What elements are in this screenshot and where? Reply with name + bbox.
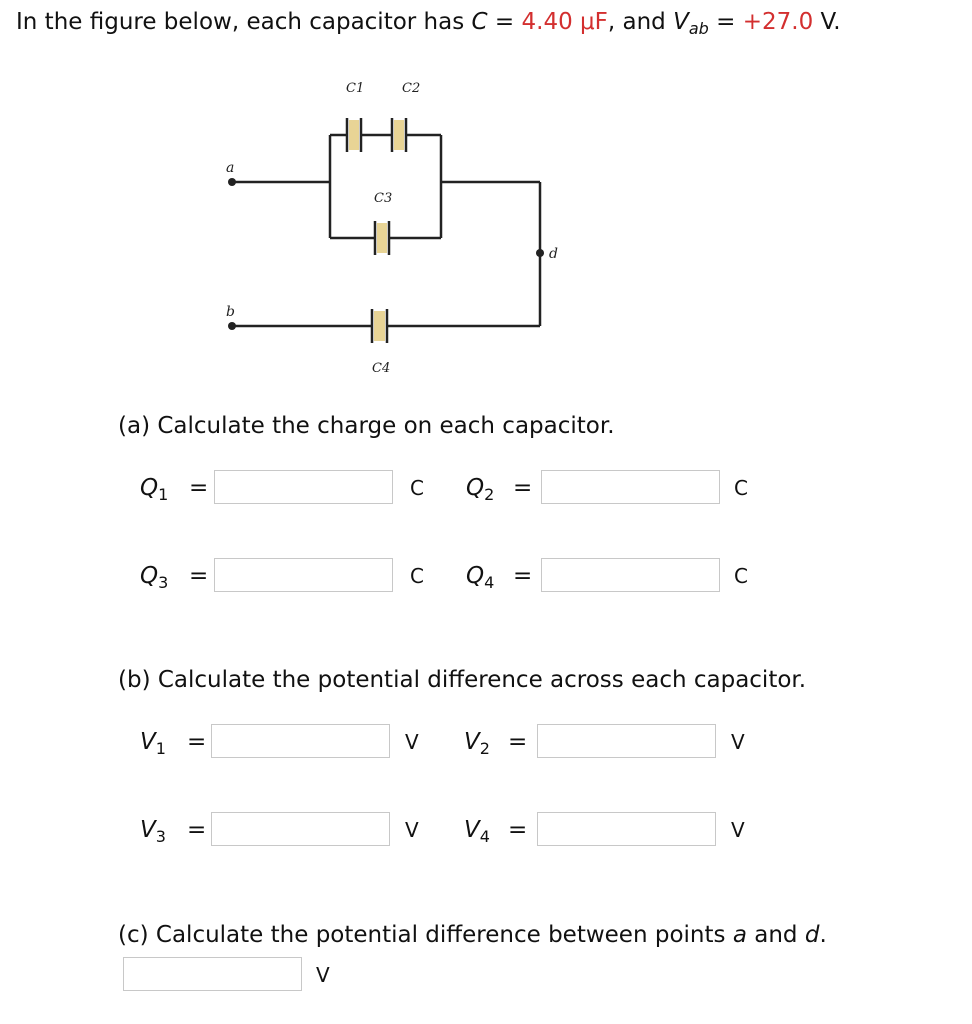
- capacitor-plates: [347, 118, 406, 343]
- part-c-prompt: (c) Calculate the potential difference between points a and d.: [118, 922, 827, 948]
- v4-label: $V_4$: [464, 817, 490, 846]
- q4-label: $Q_4$: [466, 563, 495, 592]
- point-a: a: [732, 922, 747, 948]
- v4-input[interactable]: [537, 812, 716, 846]
- terminal-d: [536, 249, 544, 257]
- q3-equals: =: [189, 563, 209, 589]
- c1-label: C1: [346, 81, 365, 96]
- node-a-label: a: [226, 160, 235, 176]
- voltage-subscript: ab: [688, 19, 709, 38]
- terminal-b: [228, 322, 236, 330]
- v1-unit: V: [405, 730, 419, 754]
- q3-input[interactable]: [214, 558, 393, 592]
- q3-label: $Q_3$: [140, 563, 169, 592]
- part-a-prompt: (a) Calculate the charge on each capacitor.: [118, 413, 615, 439]
- intro-text: In the figure below, each capacitor has: [16, 9, 472, 35]
- v1-equals: =: [187, 729, 207, 755]
- node-b-label: b: [226, 304, 235, 320]
- q4-equals: =: [513, 563, 533, 589]
- circuit-diagram: [0, 0, 972, 400]
- v3-unit: V: [405, 818, 419, 842]
- v4-unit: V: [731, 818, 745, 842]
- c2-label: C2: [402, 81, 421, 96]
- capacitance-value: 4.40 μF: [521, 9, 608, 35]
- point-d: d: [804, 922, 820, 948]
- q2-unit: C: [734, 476, 748, 500]
- q1-input[interactable]: [214, 470, 393, 504]
- v4-equals: =: [508, 817, 528, 843]
- v2-input[interactable]: [537, 724, 716, 758]
- v1-input[interactable]: [211, 724, 390, 758]
- vad-input[interactable]: [123, 957, 302, 991]
- q3-unit: C: [410, 564, 424, 588]
- q1-equals: =: [189, 475, 209, 501]
- capacitor-dielectrics: [349, 120, 404, 341]
- v3-label: $V_3$: [140, 817, 166, 846]
- equals-sign: =: [487, 9, 522, 35]
- part-b-prompt: (b) Calculate the potential difference across each capacitor.: [118, 667, 807, 693]
- q2-input[interactable]: [541, 470, 720, 504]
- c4-label: C4: [372, 361, 391, 376]
- q1-label: $Q_1$: [140, 475, 169, 504]
- voltage-value: +27.0: [742, 9, 814, 35]
- q4-unit: C: [734, 564, 748, 588]
- q4-input[interactable]: [541, 558, 720, 592]
- terminal-a: [228, 178, 236, 186]
- v1-label: $V_1$: [140, 729, 166, 758]
- q2-equals: =: [513, 475, 533, 501]
- v2-label: $V_2$: [464, 729, 490, 758]
- capacitance-symbol: C: [471, 9, 488, 35]
- voltage-symbol: V: [673, 9, 689, 35]
- q2-label: $Q_2$: [466, 475, 495, 504]
- voltage-unit: V.: [813, 9, 841, 35]
- vad-unit: V: [316, 963, 330, 987]
- equals-sign: =: [708, 9, 743, 35]
- v2-equals: =: [508, 729, 528, 755]
- v2-unit: V: [731, 730, 745, 754]
- v3-equals: =: [187, 817, 207, 843]
- intro-conjunction: , and: [607, 9, 674, 35]
- v3-input[interactable]: [211, 812, 390, 846]
- c3-label: C3: [374, 191, 393, 206]
- node-d-label: d: [549, 246, 558, 262]
- q1-unit: C: [410, 476, 424, 500]
